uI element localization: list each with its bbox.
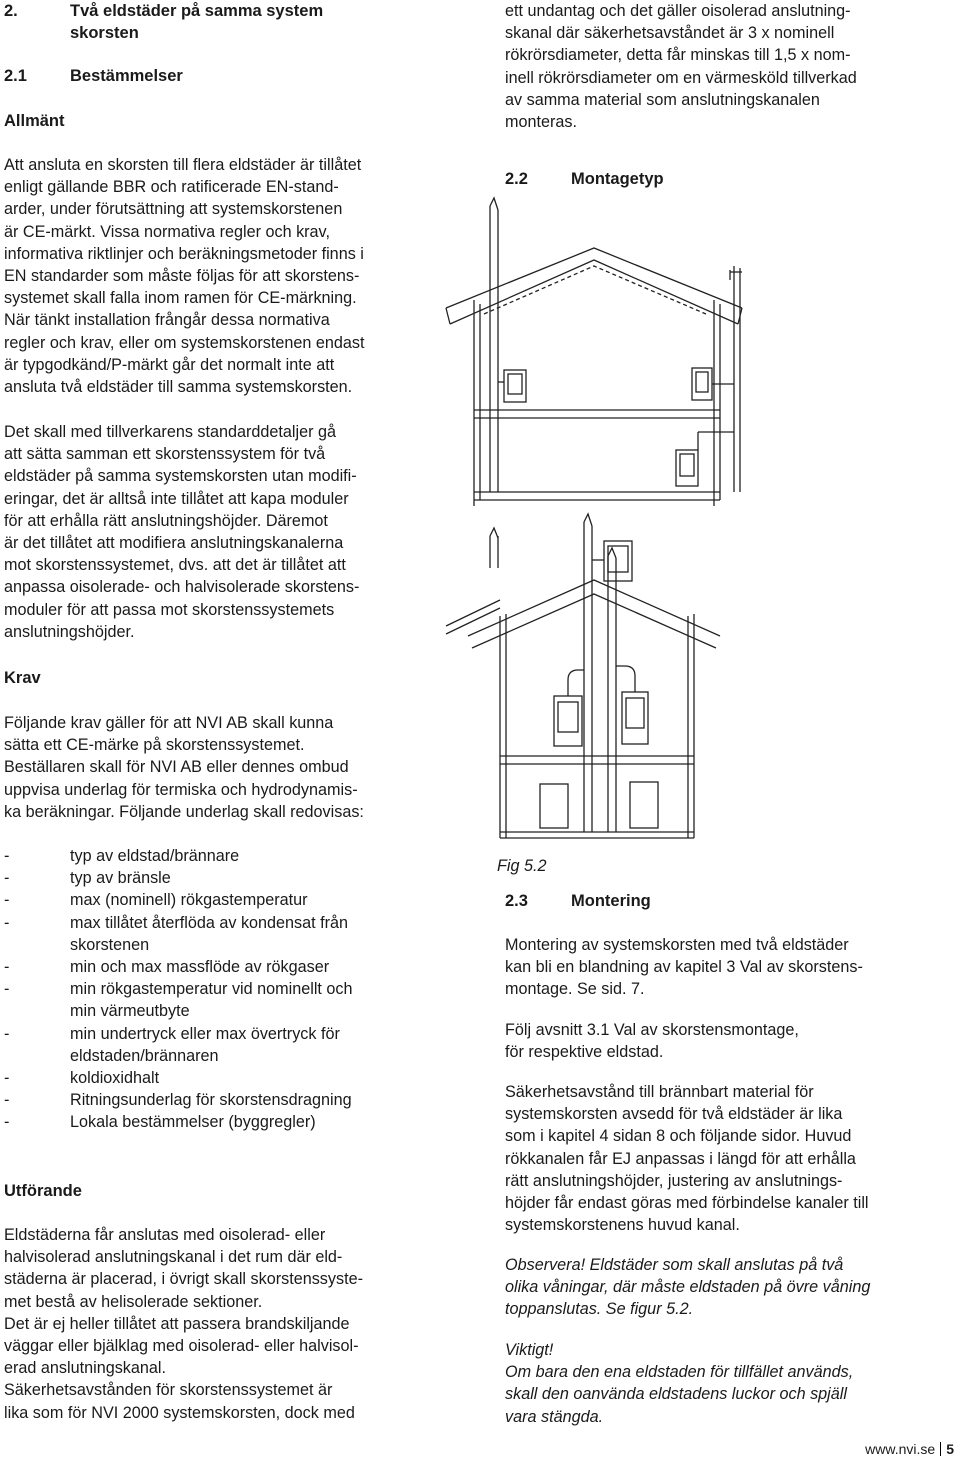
section-title: Bestämmelser [70,67,183,85]
text-line: met bestå av helisolerade sektioner. [4,1292,263,1311]
text-line: anpassa oisolerade- och halvisolerade skorstens- [4,578,360,597]
text-line: är CE-märkt. Vissa normativa regler och krav, [4,222,330,241]
text-line: sätta ett CE-märke på skorstenssystemet. [4,736,305,755]
list-item-text: max tillåtet återflöda av kondensat från [70,913,349,932]
list-item-text: typ av bränsle [70,869,171,888]
list-dash: - [4,1091,10,1110]
list-dash: - [4,869,10,888]
text-line: Det är ej heller tillåtet att passera brandskiljande [4,1314,350,1333]
list-dash: - [4,891,10,910]
text-line: städerna är placerad, i övrigt skall skorstenssyste- [4,1270,363,1289]
text-line: skall den oanvända eldstadens luckor och spjäll [505,1385,847,1404]
list-item [4,912,428,956]
text-line: ansluta två eldstäder till samma systemskorsten. [4,378,353,397]
text-line: mot skorstenssystemet, dvs. att det är tillåtet att [4,556,346,575]
text-line: lika som för NVI 2000 systemskorsten, dock med [4,1403,355,1422]
text-line: enligt gällande BBR och ratificerade EN-stand- [4,178,339,197]
list-dash: - [4,1113,10,1132]
list-item [4,956,428,978]
list-dash: - [4,1024,10,1043]
list-dash: - [4,913,10,932]
text-line: montage. Se sid. 7. [505,980,645,999]
text-line: Om bara den ena eldstaden för tillfället används, [505,1363,854,1382]
text-line: skanal där säkerhetsavståndet är 3 x nominell [505,24,835,43]
text-line: monteras. [505,113,577,132]
text-line: av samma material som anslutningskanalen [505,90,820,109]
krav-paragraph [4,712,428,823]
figure-caption: Fig 5.2 [497,857,547,875]
text-line: moduler för att passa mot skorstenssystemets [4,600,335,619]
observera-note [505,1254,945,1321]
upper-house-drawing [446,198,742,506]
text-line: halvisolerad anslutningskanal i det rum där eld- [4,1248,343,1267]
text-line: EN standarder som måste följas för att skorstens- [4,267,360,286]
section-number: 2.3 [505,892,528,910]
list-dash: - [4,958,10,977]
lower-house-drawing [446,514,720,838]
krav-heading: Krav [4,669,41,687]
text-line: olika våningar, där måste eldstaden på övre våning [505,1278,871,1297]
list-item [4,978,428,1022]
allmant-heading: Allmänt [4,112,65,130]
list-item-text: min och max massflöde av rökgaser [70,958,330,977]
section-number: 2.1 [4,67,27,85]
text-line: höjder får endast göras med förbindelse kanaler till [505,1194,869,1213]
list-item-text: Ritningsunderlag för skorstensdragning [70,1091,352,1110]
montering-paragraph-2 [505,1019,945,1063]
text-line: Säkerhetsavstånd till brännbart material för [505,1083,814,1101]
krav-list [4,845,428,1134]
text-line: som i kapitel 4 sidan 8 och följande sidor. Huvud [505,1127,852,1146]
list-dash: - [4,980,10,999]
text-line: väggar eller bjälklag med oisolerad- eller halvisol- [4,1337,359,1356]
text-line: informativa riktlinjer och beräkningsmetoder finns i [4,244,364,263]
section-number: 2. [4,2,18,20]
text-line: eringar, det är alltså inte tillåtet att kapa moduler [4,489,349,508]
text-line: Beställaren skall för NVI AB eller dennes ombud [4,758,349,777]
list-item [4,867,428,889]
text-line: för respektive eldstad. [505,1043,664,1062]
text-line: för att erhålla rätt anslutningshöjder. Däremot [4,511,328,530]
list-dash: - [4,847,10,865]
text-line: erad anslutningskanal. [4,1359,166,1378]
text-line: regler och krav, eller om systemskorstenen endast [4,333,365,352]
list-item-text: koldioxidhalt [70,1069,160,1088]
text-line: systemskorsten avsedd för två eldstäder är lika [505,1105,843,1124]
section-2-3-heading [505,890,651,912]
text-line: rätt anslutningshöjder, justering av anslutnings- [505,1171,843,1190]
list-item-text: eldstaden/brännaren [70,1046,219,1065]
text-line: systemskorstenens huvud kanal. [505,1216,740,1235]
page-number: 5 [946,1441,954,1457]
footer-url[interactable]: www.nvi.se [865,1441,936,1457]
text-line: att sätta samman ett skorstenssystem för två [4,445,326,464]
list-item [4,1111,428,1133]
text-line: inell rökrörsdiameter om en värmesköld tillverkad [505,68,857,87]
text-line: toppanslutas. Se figur 5.2. [505,1300,694,1319]
chimney-installation-diagram [444,196,790,860]
list-dash: - [4,1069,10,1088]
text-line: systemet skall falla inom ramen för CE-märkning. [4,289,357,308]
text-line: är det tillåtet att modifiera anslutningskanalerna [4,534,344,553]
text-line: Montering av systemskorsten med två eldstäder [505,936,849,954]
allmant-paragraph-2 [4,421,428,643]
section-2-heading [4,0,323,44]
list-item-text: min undertryck eller max övertryck för [70,1024,340,1043]
text-line: När tänkt installation frångår dessa normativa [4,311,330,330]
section-2-1-heading [4,65,183,87]
list-item-text: max (nominell) rökgastemperatur [70,891,308,910]
section-title: Montering [571,892,651,910]
text-line: Det skall med tillverkarens standarddetaljer gå [4,423,337,441]
footer-divider [940,1442,941,1456]
utforande-heading: Utförande [4,1182,82,1200]
list-item [4,1089,428,1111]
text-line: arder, under förutsättning att systemskorstenen [4,200,343,219]
text-line: Att ansluta en skorsten till flera eldstäder är tillåtet [4,156,362,174]
text-line: Följ avsnitt 3.1 Val av skorstensmontage, [505,1021,799,1039]
list-item [4,1023,428,1067]
text-line: ett undantag och det gäller oisolerad anslutning- [505,2,851,20]
text-line: vara stängda. [505,1407,604,1426]
viktigt-title: Viktigt! [505,1341,554,1359]
chimney-detail-drawing [490,528,632,581]
text-line: ka beräkningar. Följande underlag skall redovisas: [4,802,364,821]
section-title-line: skorsten [70,24,139,43]
list-item [4,845,428,867]
text-line: Säkerhetsavstånden för skorstenssystemet är [4,1381,333,1400]
text-line: kan bli en blandning av kapitel 3 Val av skorstens- [505,958,863,977]
text-line: Observera! Eldstäder som skall anslutas på två [505,1256,844,1274]
text-line: Följande krav gäller för att NVI AB skall kunna [4,714,334,732]
text-line: rökrörsdiameter, detta får minskas till 1,5 x nom- [505,46,851,65]
text-line: anslutningshöjder. [4,622,135,641]
list-item-text: Lokala bestämmelser (byggregler) [70,1113,316,1132]
text-line: rökkanalen får EJ anpassas i längd för att erhålla [505,1149,856,1168]
list-item-text: skorstenen [70,935,150,954]
list-item-text: min värmeutbyte [70,1002,190,1021]
text-line: är typgodkänd/P-märkt går det normalt inte att [4,355,335,374]
text-line: eldstäder på samma systemskorsten utan modifi- [4,467,357,486]
montering-paragraph-1 [505,934,945,1001]
text-line: Eldstäderna får anslutas med oisolerad- eller [4,1226,326,1244]
section-title: Montagetyp [571,170,664,188]
montering-paragraph-3 [505,1081,945,1236]
viktigt-note [505,1339,945,1428]
intro-continuation [505,0,945,133]
list-item [4,889,428,911]
list-item-text: min rökgastemperatur vid nominellt och [70,980,353,999]
section-2-2-heading [505,168,664,190]
section-number: 2.2 [505,170,528,188]
section-title-line: Två eldstäder på samma system [70,2,324,20]
allmant-paragraph-1 [4,154,428,398]
text-line: uppvisa underlag för termiska och hydrodynamis- [4,780,358,799]
page-footer [865,1441,954,1457]
list-item [4,1067,428,1089]
utforande-paragraph [4,1224,428,1424]
list-item-text: typ av eldstad/brännare [70,847,240,865]
